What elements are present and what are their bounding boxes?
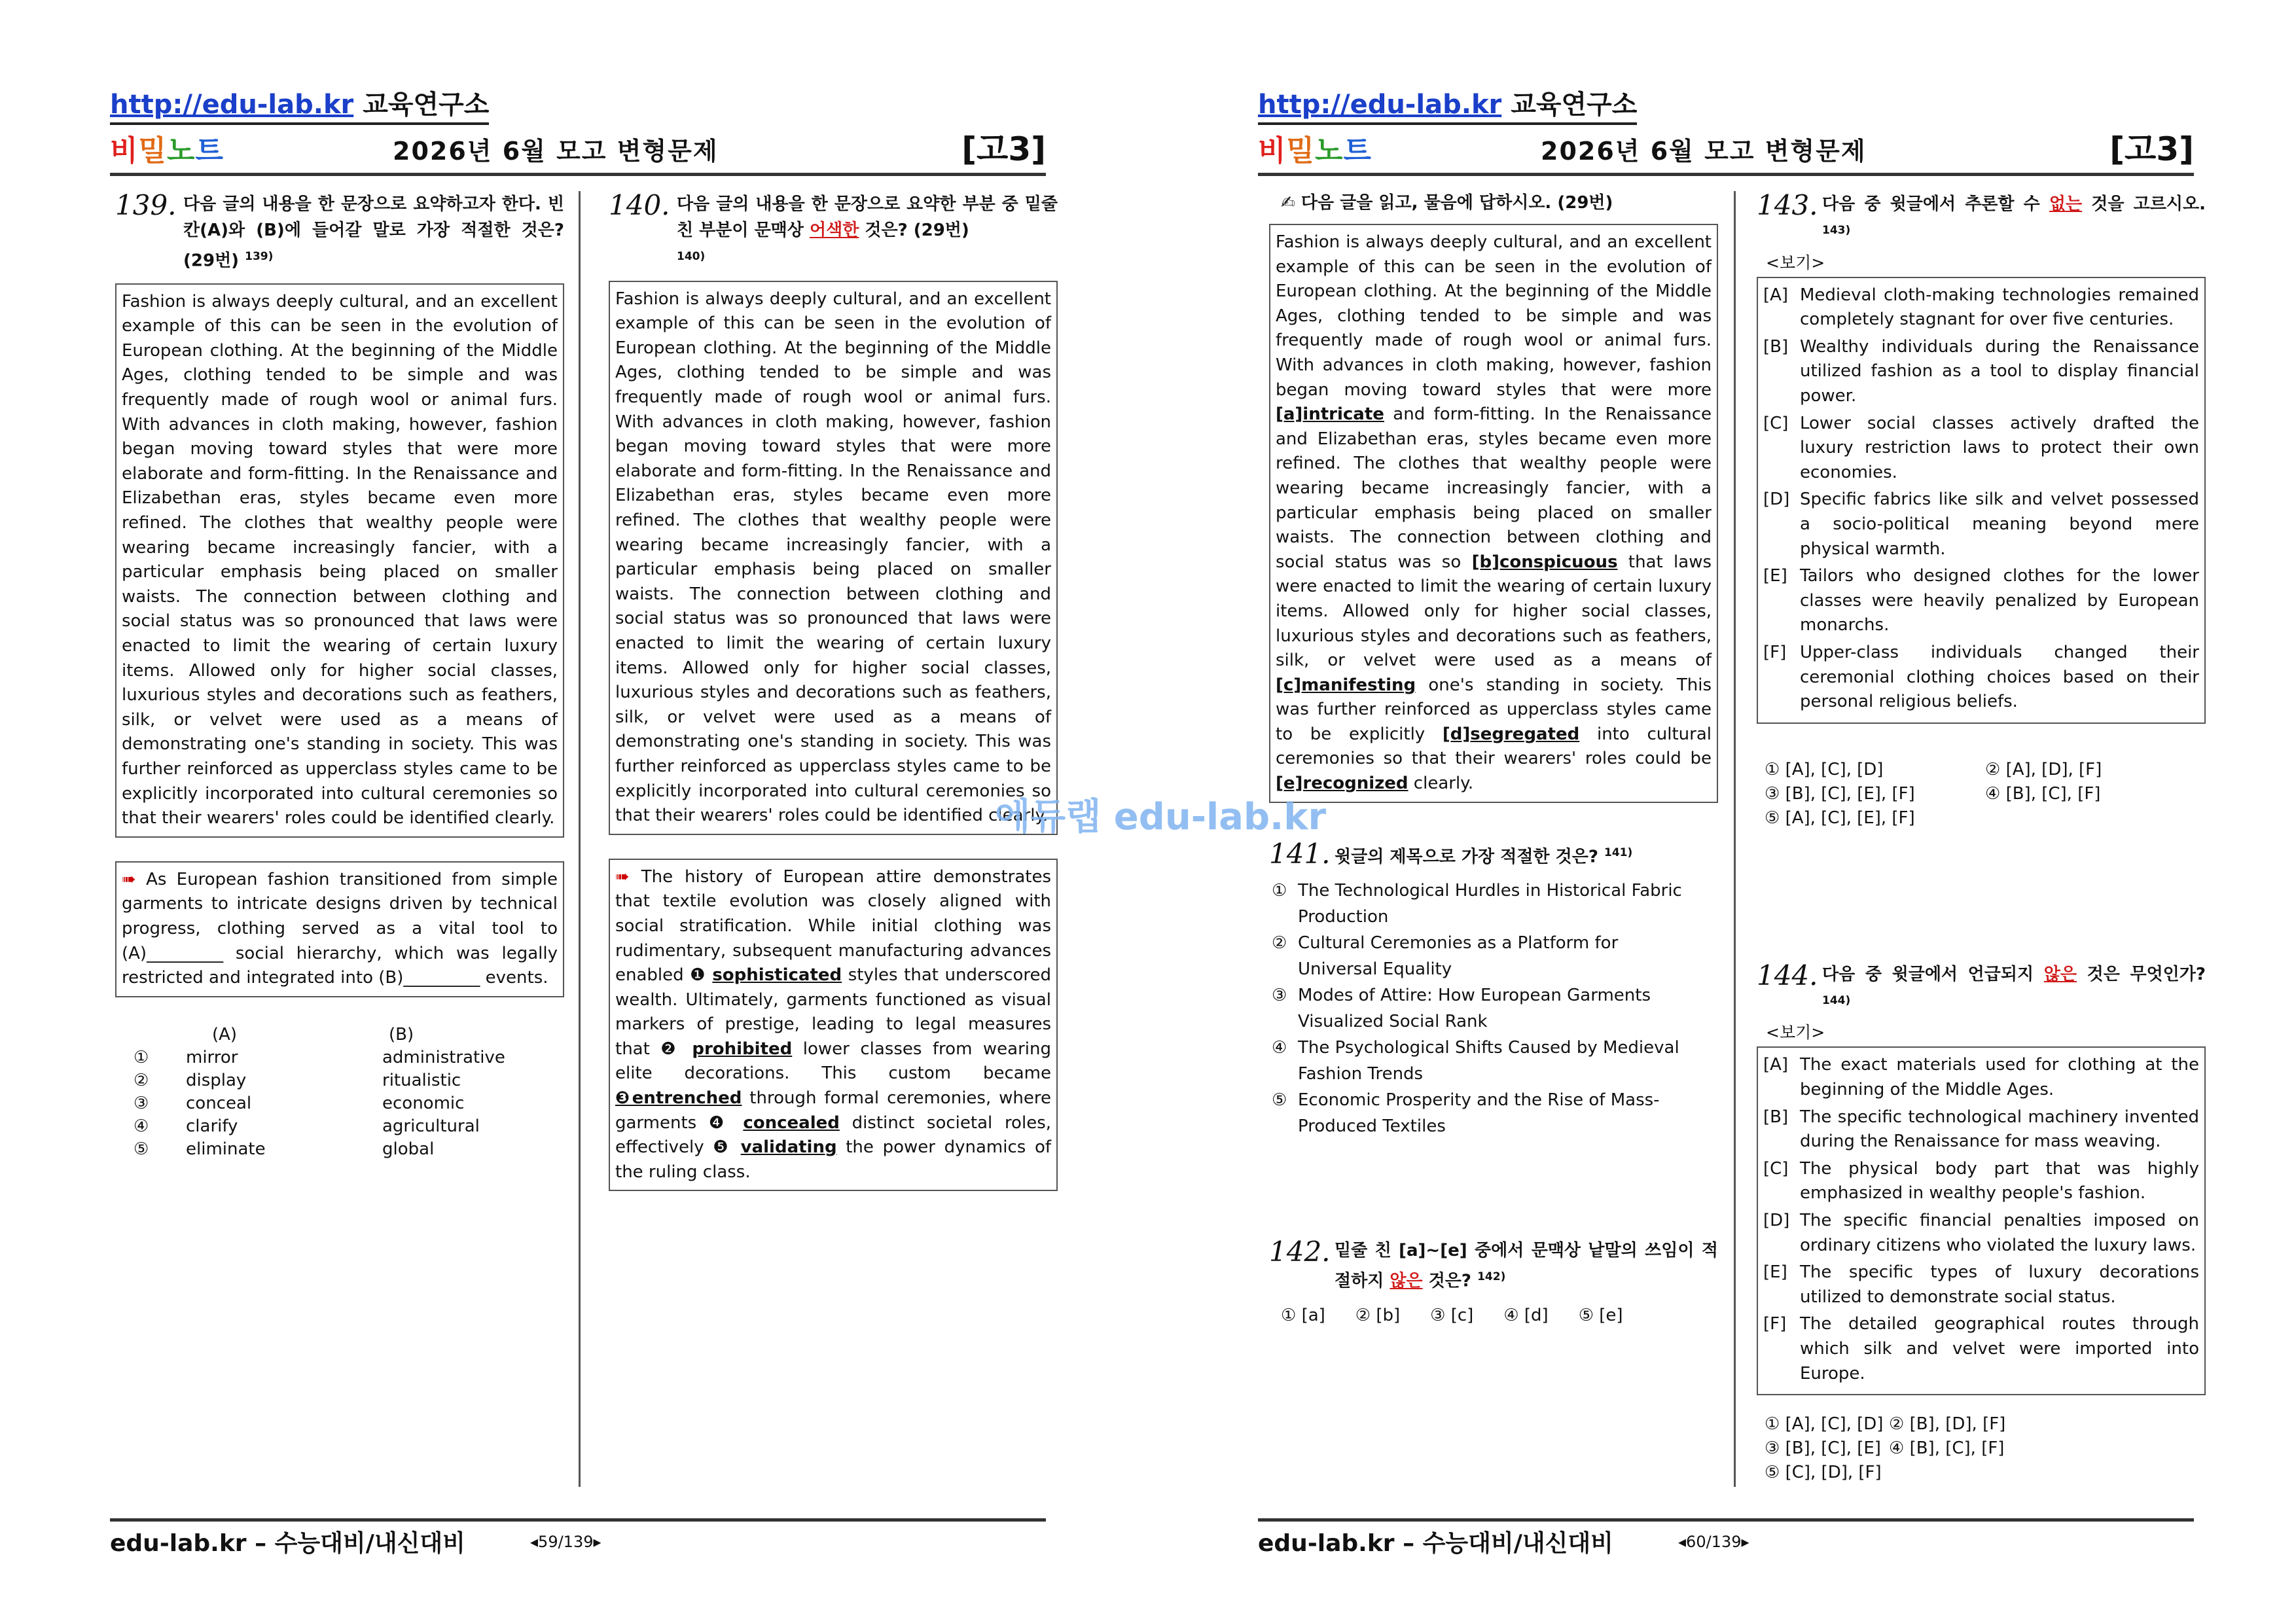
option-b: global [382,1139,435,1159]
bogi-tag: [B] [1763,1107,1789,1127]
prompt-text: 것은? (29번) [859,221,969,240]
header-rule [1258,173,2194,176]
option-number: ⑤ [1272,1090,1287,1111]
question-140 [609,191,1058,1191]
bogi-tag: [A] [1763,285,1789,305]
answer-option[interactable]: ③ [B], [C], [E], [F] [1765,783,1915,804]
prompt-text: 것을 고르시오. [2082,194,2206,214]
bogi-item [1763,283,2199,332]
answer-option[interactable]: ⑤ [C], [D], [F] [1765,1463,1882,1483]
option-number: ② [134,1070,149,1090]
option-row[interactable] [1272,930,1688,982]
bogi-text: Upper-class individuals changed their ceremonial clothing choices based on their personal religious beliefs. [1800,642,2199,712]
question-139 [115,191,564,1161]
bogi-text: The exact materials used for clothing at the beginning of the Middle Ages. [1800,1055,2199,1099]
answer-option[interactable]: ① [A], [C], [D] [1765,759,1884,779]
bogi-box [1757,1046,2206,1395]
bogi-item [1763,1105,2199,1154]
option-b: agricultural [382,1116,480,1136]
bogi-text: Tailors who designed clothes for the lower classes were heavily penalized by European monarchs. [1800,566,2199,635]
prompt-text: 다음 중 윗글에서 추론할 수 [1822,194,2049,214]
question-prompt [1335,840,1632,870]
option-row[interactable] [134,1092,564,1115]
page-number: ◂59/139▸ [530,1533,601,1551]
option-number: ③ [134,1093,149,1113]
passage-text: clearly. [1408,774,1474,794]
bogi-text: Lower social classes actively drafted the luxury restriction laws to protect their own economies. [1800,413,2199,482]
bogi-item [1763,564,2199,638]
summary-text: through formal ceremonies, where garments ❹ [615,1088,1051,1133]
option-number: ④ [134,1116,149,1136]
marked-word-c: [c]manifesting [1276,675,1416,695]
brand-char: 밀 [138,134,168,168]
option-text: The Psychological Shifts Caused by Medieval Fashion Trends [1298,1038,1679,1084]
prompt-text: 것은? [1422,1271,1472,1291]
bogi-item [1763,1312,2199,1386]
bogi-item [1763,488,2199,562]
brand-char: 비 [110,134,139,168]
site-header-link[interactable] [1258,84,1637,125]
option-number: ① [1272,881,1287,901]
option-b: administrative [382,1047,505,1067]
bogi-item [1763,335,2199,409]
summary-text: lower classes from wearing elite decorations. This custom became [615,1039,1051,1084]
option-a: display [186,1070,247,1090]
site-url[interactable]: http://edu-lab.kr [110,90,354,120]
bogi-label: <보기> [1766,253,1825,272]
site-org: 교육연구소 [363,90,490,120]
option-row[interactable] [134,1046,564,1069]
prompt-text: 다음 중 윗글에서 언급되지 [1822,964,2044,984]
question-prompt [1822,961,2206,1018]
marked-word-b: [b]conspicuous [1471,552,1618,572]
option-row[interactable] [1272,1035,1688,1087]
question-141 [1269,837,1718,870]
question-number: 142. [1269,1236,1331,1268]
option-b: economic [382,1093,465,1113]
option-a: eliminate [186,1139,266,1159]
question-number: 143. [1757,189,1818,221]
question-143 [1757,191,2206,248]
bogi-tag: [B] [1763,336,1789,357]
site-org: 교육연구소 [1511,90,1638,120]
column-head-a: (A) [212,1024,238,1044]
option-row[interactable] [134,1138,564,1161]
bogi-text: The specific financial penalties imposed on ordinary citizens who violated the luxury laws. [1800,1210,2199,1255]
question-144 [1757,961,2206,1018]
arrow-icon: ➠ [615,866,630,887]
page-number: ◂60/139▸ [1678,1533,1749,1551]
emphasis-text: 않은 [2043,964,2077,984]
underlined-word: concealed [743,1113,840,1133]
bogi-label: <보기> [1766,1023,1825,1043]
emphasis-text: 않은 [1390,1271,1423,1291]
options-list [1269,1304,1718,1329]
marked-word-a: [a]intricate [1276,404,1384,425]
option-text: Cultural Ceremonies as a Platform for Universal Equality [1298,933,1619,980]
bogi-item [1763,1053,2199,1102]
footnote-ref: 143) [1822,224,1851,237]
bogi-text: The physical body part that was highly emphasized in wealthy people's fashion. [1800,1158,2199,1204]
summary-text: As European fashion transitioned from simple garments to intricate designs driven by technical progress, clothing served as a vital tool to (A)_________ social hierarchy, which was legally restricted and integrated into (B)_________ events. [122,869,558,988]
answer-options [1757,1412,2206,1485]
group-instruction: ✍ 다음 글을 읽고, 물음에 답하시오. (29번) [1281,193,1613,213]
answer-option[interactable]: ⑤ [A], [C], [E], [F] [1765,808,1915,828]
bogi-item [1763,412,2199,486]
passage-text: and form-fitting. In the Renaissance and Elizabethan eras, styles became even more refined. The clothes that wealthy people were wearing became increasingly fancier, with a particular emphasis being placed on smaller waists. The connection between clothing and social status was so [1276,404,1712,572]
grade-label: [고3] [2109,130,2194,168]
answer-option[interactable]: ④ [B], [C], [F] [1889,1438,2005,1459]
bogi-box [1757,277,2206,724]
option-b: ritualistic [382,1070,461,1090]
watermark: 에듀랩 edu-lab.kr [995,796,1327,838]
option-row[interactable] [1272,1087,1688,1139]
summary-box [115,861,564,997]
option-row[interactable] [134,1069,564,1092]
bogi-tag: [E] [1763,1262,1787,1283]
option-item[interactable]: ① [a] [1281,1305,1325,1325]
grade-label: [고3] [961,130,1046,168]
prompt-text: 것은 무엇인가? [2076,964,2206,984]
passage-box: Fashion is always deeply cultural, and an excellent example of this can be seen in the evolution of European clothing. At the beginning of the Middle Ages, clothing tended to be simple and was frequently made of rough wool or animal furs. With advances in cloth making, however, fashion began moving toward styles that were more elaborate and form-fitting. In the Renaissance and Elizabethan eras, styles became even more refined. The clothes that wealthy people were wearing became increasingly fancier, with a particular emphasis being placed on smaller waists. The connection between clothing and social status was so pronounced that laws were enacted to limit the wearing of certain luxury items. Allowed only for higher social classes, luxurious styles and decorations such as feathers, silk, or velvet were used as a means of demonstrating one's standing in society. This was further reinforced as upperclass styles came to be explicitly incorporated into cultural ceremonies so that their wearers' roles could be identified clearly. [115,283,564,838]
marked-word-e: [e]recognized [1276,774,1408,794]
spacer [134,1024,186,1046]
question-prompt [183,191,564,274]
exam-title: 2026년 6월 모고 변형문제 [393,137,719,166]
option-text: The Technological Hurdles in Historical Fabric Production [1298,881,1682,927]
footer-label: edu-lab.kr – 수능대비/내신대비 [1258,1530,1613,1557]
option-text: Modes of Attire: How European Garments Visualized Social Rank [1298,986,1651,1032]
bogi-text: The detailed geographical routes through which silk and velvet were imported into Europe. [1800,1314,2199,1383]
option-number: ② [1272,933,1287,954]
options-list [134,1046,564,1161]
footer-rule [110,1518,1046,1522]
option-row[interactable] [1272,982,1688,1035]
footnote-ref: 140) [677,250,706,263]
option-row[interactable] [1272,878,1688,930]
brand-char: 트 [195,134,224,168]
brand-char: 밀 [1286,134,1316,168]
option-number: ③ [1272,986,1287,1006]
question-number: 140. [609,189,670,221]
passage-text: Fashion is always deeply cultural, and an excellent example of this can be seen in the evolution of European clothing. At the beginning of the Middle Ages, clothing tended to be simple and was frequently made of rough wool or animal furs. With advances in cloth making, however, fashion began moving toward styles that were more [1276,232,1712,400]
bogi-text: The specific types of luxury decorations utilized to demonstrate social status. [1800,1262,2199,1307]
arrow-icon: ➠ [122,869,136,889]
question-header [609,191,1058,274]
answer-options [115,1024,564,1161]
exam-title: 2026년 6월 모고 변형문제 [1541,137,1867,166]
brand-logo [1258,127,1372,169]
bogi-tag: [F] [1763,1314,1787,1334]
passage-box: Fashion is always deeply cultural, and an excellent example of this can be seen in the evolution of European clothing. At the beginning of the Middle Ages, clothing tended to be simple and was frequently made of rough wool or animal furs. With advances in cloth making, however, fashion began moving toward styles that were more elaborate and form-fitting. In the Renaissance and Elizabethan eras, styles became even more refined. The clothes that wealthy people were wearing became increasingly fancier, with a particular emphasis being placed on smaller waists. The connection between clothing and social status was so pronounced that laws were enacted to limit the wearing of certain luxury items. Allowed only for higher social classes, luxurious styles and decorations such as feathers, silk, or velvet were used as a means of demonstrating one's standing in society. This was further reinforced as upperclass styles came to be explicitly incorporated into cultural ceremonies so that their wearers' roles could be identified clearly. [609,281,1058,835]
bogi-tag: [A] [1763,1055,1789,1075]
answer-option[interactable]: ④ [B], [C], [F] [1985,783,2101,804]
footnote-ref: 142) [1477,1270,1506,1284]
bogi-tag: [F] [1763,642,1787,662]
brand-char: 노 [1315,134,1344,168]
brand-char: 비 [1258,134,1287,168]
option-number: ④ [1272,1038,1287,1058]
options-header [134,1024,564,1046]
option-text: Economic Prosperity and the Rise of Mass-Produced Textiles [1298,1090,1660,1137]
question-header [115,191,564,274]
prompt-text: 다음 글의 내용을 한 문장으로 요약하고자 한다. 빈칸(A)와 (B)에 들어갈 말로 가장 적절한 것은? (29번) [183,194,564,271]
prompt-text: 다음 글의 내용을 한 문장으로 요약한 부분 중 밑줄 친 부분이 문맥상 [677,194,1058,240]
bogi-item [1763,1157,2199,1206]
footer-rule [1258,1518,2194,1522]
summary-text: distinct societal roles, effectively ❺ [615,1113,1051,1158]
prompt-text: 밑줄 친 [a]~[e] 중에서 문맥상 낱말의 쓰임이 적절하지 [1335,1241,1718,1291]
option-number: ① [134,1047,149,1067]
brand-char: 트 [1343,134,1372,168]
underlined-word: prohibited [692,1039,793,1059]
option-item[interactable]: ③ [c] [1430,1305,1474,1325]
column-head-b: (B) [389,1024,414,1044]
summary-text: The history of European attire demonstrates that textile evolution was closely aligned with social stratification. While initial clothing was rudimentary, subsequent manufacturing advances enabled ❶ [615,866,1052,986]
header-rule [110,173,1046,176]
answer-option[interactable]: ② [A], [D], [F] [1985,759,2102,779]
bogi-tag: [D] [1763,1210,1790,1230]
underlined-word: validating [740,1137,837,1158]
passage-text: that laws were enacted to limit the wearing of certain luxury items. Allowed only for higher social classes, luxurious styles and decorations such as feathers, silk, or velvet were used as a means of [1276,552,1712,671]
option-item[interactable]: ② [b] [1355,1305,1401,1325]
bogi-item [1763,1260,2199,1310]
column-divider [579,191,581,1487]
question-141-142-group [1269,190,1718,1328]
option-row[interactable] [134,1115,564,1138]
question-143-144-group [1757,191,2206,1485]
question-prompt [1335,1238,1718,1294]
option-a: clarify [186,1116,238,1136]
bogi-tag: [C] [1763,413,1789,433]
summary-text: the power dynamics of the ruling class. [615,1137,1052,1182]
option-item[interactable]: ④ [d] [1503,1305,1549,1325]
summary-box [609,859,1058,1192]
question-number: 144. [1757,959,1818,991]
brand-char: 노 [167,134,196,168]
summary-text: styles that underscored wealth. Ultimately, garments functioned as visual markers of prestige, leading to legal measures that ❷ [615,965,1051,1059]
footer-label: edu-lab.kr – 수능대비/내신대비 [110,1530,465,1557]
bogi-text: Specific fabrics like silk and velvet possessed a socio-political meaning beyond mere physical warmth. [1800,490,2199,559]
question-prompt [1822,191,2206,248]
emphasis-text: 없는 [2049,194,2083,214]
question-prompt [677,191,1058,274]
bogi-tag: [D] [1763,490,1790,510]
answer-option[interactable]: ① [A], [C], [D] [1765,1414,1884,1435]
emphasis-text: 어색한 [809,221,859,240]
underlined-word: sophisticated [712,965,842,986]
footnote-ref: 144) [1822,993,1851,1007]
bogi-tag: [E] [1763,566,1787,586]
brand-logo [110,127,224,169]
bogi-text: The specific technological machinery invented during the Renaissance for mass weaving. [1800,1107,2199,1152]
footnote-ref: 139) [245,250,274,263]
question-number: 139. [115,189,177,221]
passage-text: one's standing in society. This was further reinforced as upperclass styles came to be explicitly [1276,675,1712,744]
site-header-link[interactable] [110,84,489,125]
passage-box-marked [1269,224,1718,803]
answer-option[interactable]: ② [B], [D], [F] [1889,1414,2006,1435]
column-divider [1734,191,1736,1487]
bogi-tag: [C] [1763,1158,1789,1179]
question-number: 141. [1269,837,1331,870]
footnote-ref: 141) [1604,846,1633,859]
marked-word-d: [d]segregated [1442,724,1580,744]
bogi-text: Medieval cloth-making technologies remained completely stagnant for over five centuries. [1800,285,2199,330]
option-a: conceal [186,1093,252,1113]
option-a: mirror [186,1047,238,1067]
site-url[interactable]: http://edu-lab.kr [1258,90,1502,120]
option-number: ⑤ [134,1139,149,1159]
answer-option[interactable]: ③ [B], [C], [E] [1765,1438,1881,1459]
option-item[interactable]: ⑤ [e] [1578,1305,1623,1325]
answer-options [1757,758,2206,830]
bogi-item [1763,1209,2199,1258]
options-list [1269,878,1688,1139]
question-142 [1269,1238,1718,1294]
underlined-word: ❸entrenched [615,1088,742,1109]
bogi-item [1763,641,2199,715]
bogi-text: Wealthy individuals during the Renaissance utilized fashion as a tool to display financial power. [1800,336,2199,406]
passage-text: into cultural ceremonies so that their wearers' roles could be [1276,724,1712,769]
prompt-text: 윗글의 제목으로 가장 적절한 것은? [1335,847,1598,867]
